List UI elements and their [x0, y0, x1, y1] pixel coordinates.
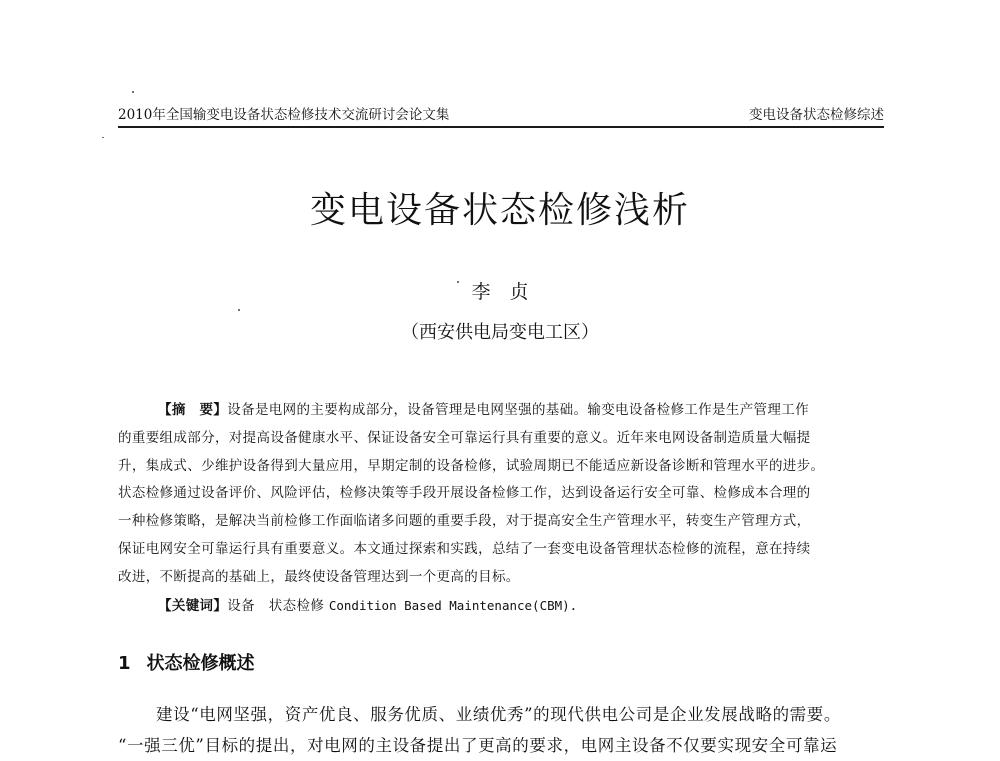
abstract-line: 一种检修策略，是解决当前检修工作面临诸多问题的重要手段，对于提高安全生产管理水平，转变生产管理方式，	[118, 513, 811, 530]
abstract-line: 改进，不断提高的基础上，最终使设备管理达到一个更高的目标。	[118, 568, 520, 585]
abstract-label: 【摘 要】	[158, 402, 228, 418]
abstract-line: 升，集成式、少维护设备得到大量应用，早期定制的设备检修，试验周期已不能适应新设备诊断和管理水平的进步。	[118, 457, 825, 474]
body-line: 建设“电网坚强，资产优良、服务优质、业绩优秀”的现代供电公司是企业发展战略的需要。	[156, 705, 841, 724]
keywords-terms: 设备 状态检修	[227, 597, 325, 614]
running-header	[118, 104, 884, 128]
section-body	[118, 699, 893, 761]
abstract-text: 设备是电网的主要构成部分，设备管理是电网坚强的基础。输变电设备检修工作是生产管理工作	[227, 402, 809, 418]
keywords-line	[118, 592, 888, 620]
section-title: 状态检修概述	[146, 653, 255, 674]
section-number: 1	[118, 653, 131, 674]
keywords-english: Condition Based Maintenance(CBM).	[328, 597, 578, 613]
author-name: 李 贞	[471, 281, 529, 303]
section-heading	[118, 650, 255, 678]
body-line: “一强三优”目标的提出，对电网的主设备提出了更高的要求，电网主设备不仅要实现安全可靠运	[118, 736, 838, 755]
abstract-line: 状态检修通过设备评价、风险评估，检修决策等手段开展设备检修工作，达到设备运行安全可靠、检修成本合理的	[118, 485, 811, 502]
keywords-label: 【关键词】	[158, 597, 228, 614]
abstract-line: 的重要组成部分，对提高设备健康水平、保证设备安全可靠运行具有重要的意义。近年来电网设备制造质量大幅提	[118, 429, 811, 446]
abstract-block	[118, 397, 888, 619]
author-affiliation: （西安供电局变电工区）	[401, 322, 599, 343]
scan-speck	[132, 91, 134, 93]
scan-speck	[238, 309, 240, 311]
abstract-line	[118, 397, 888, 425]
header-section-title: 变电设备状态检修综述	[749, 107, 884, 123]
scan-speck	[102, 137, 104, 138]
paper-title: 变电设备状态检修浅析	[309, 190, 690, 231]
header-proceedings-title: 2010年全国输变电设备状态检修技术交流研讨会论文集	[118, 107, 450, 123]
abstract-line: 保证电网安全可靠运行具有重要意义。本文通过探索和实践，总结了一套变电设备管理状态检修的流程，意在持续	[118, 540, 811, 557]
